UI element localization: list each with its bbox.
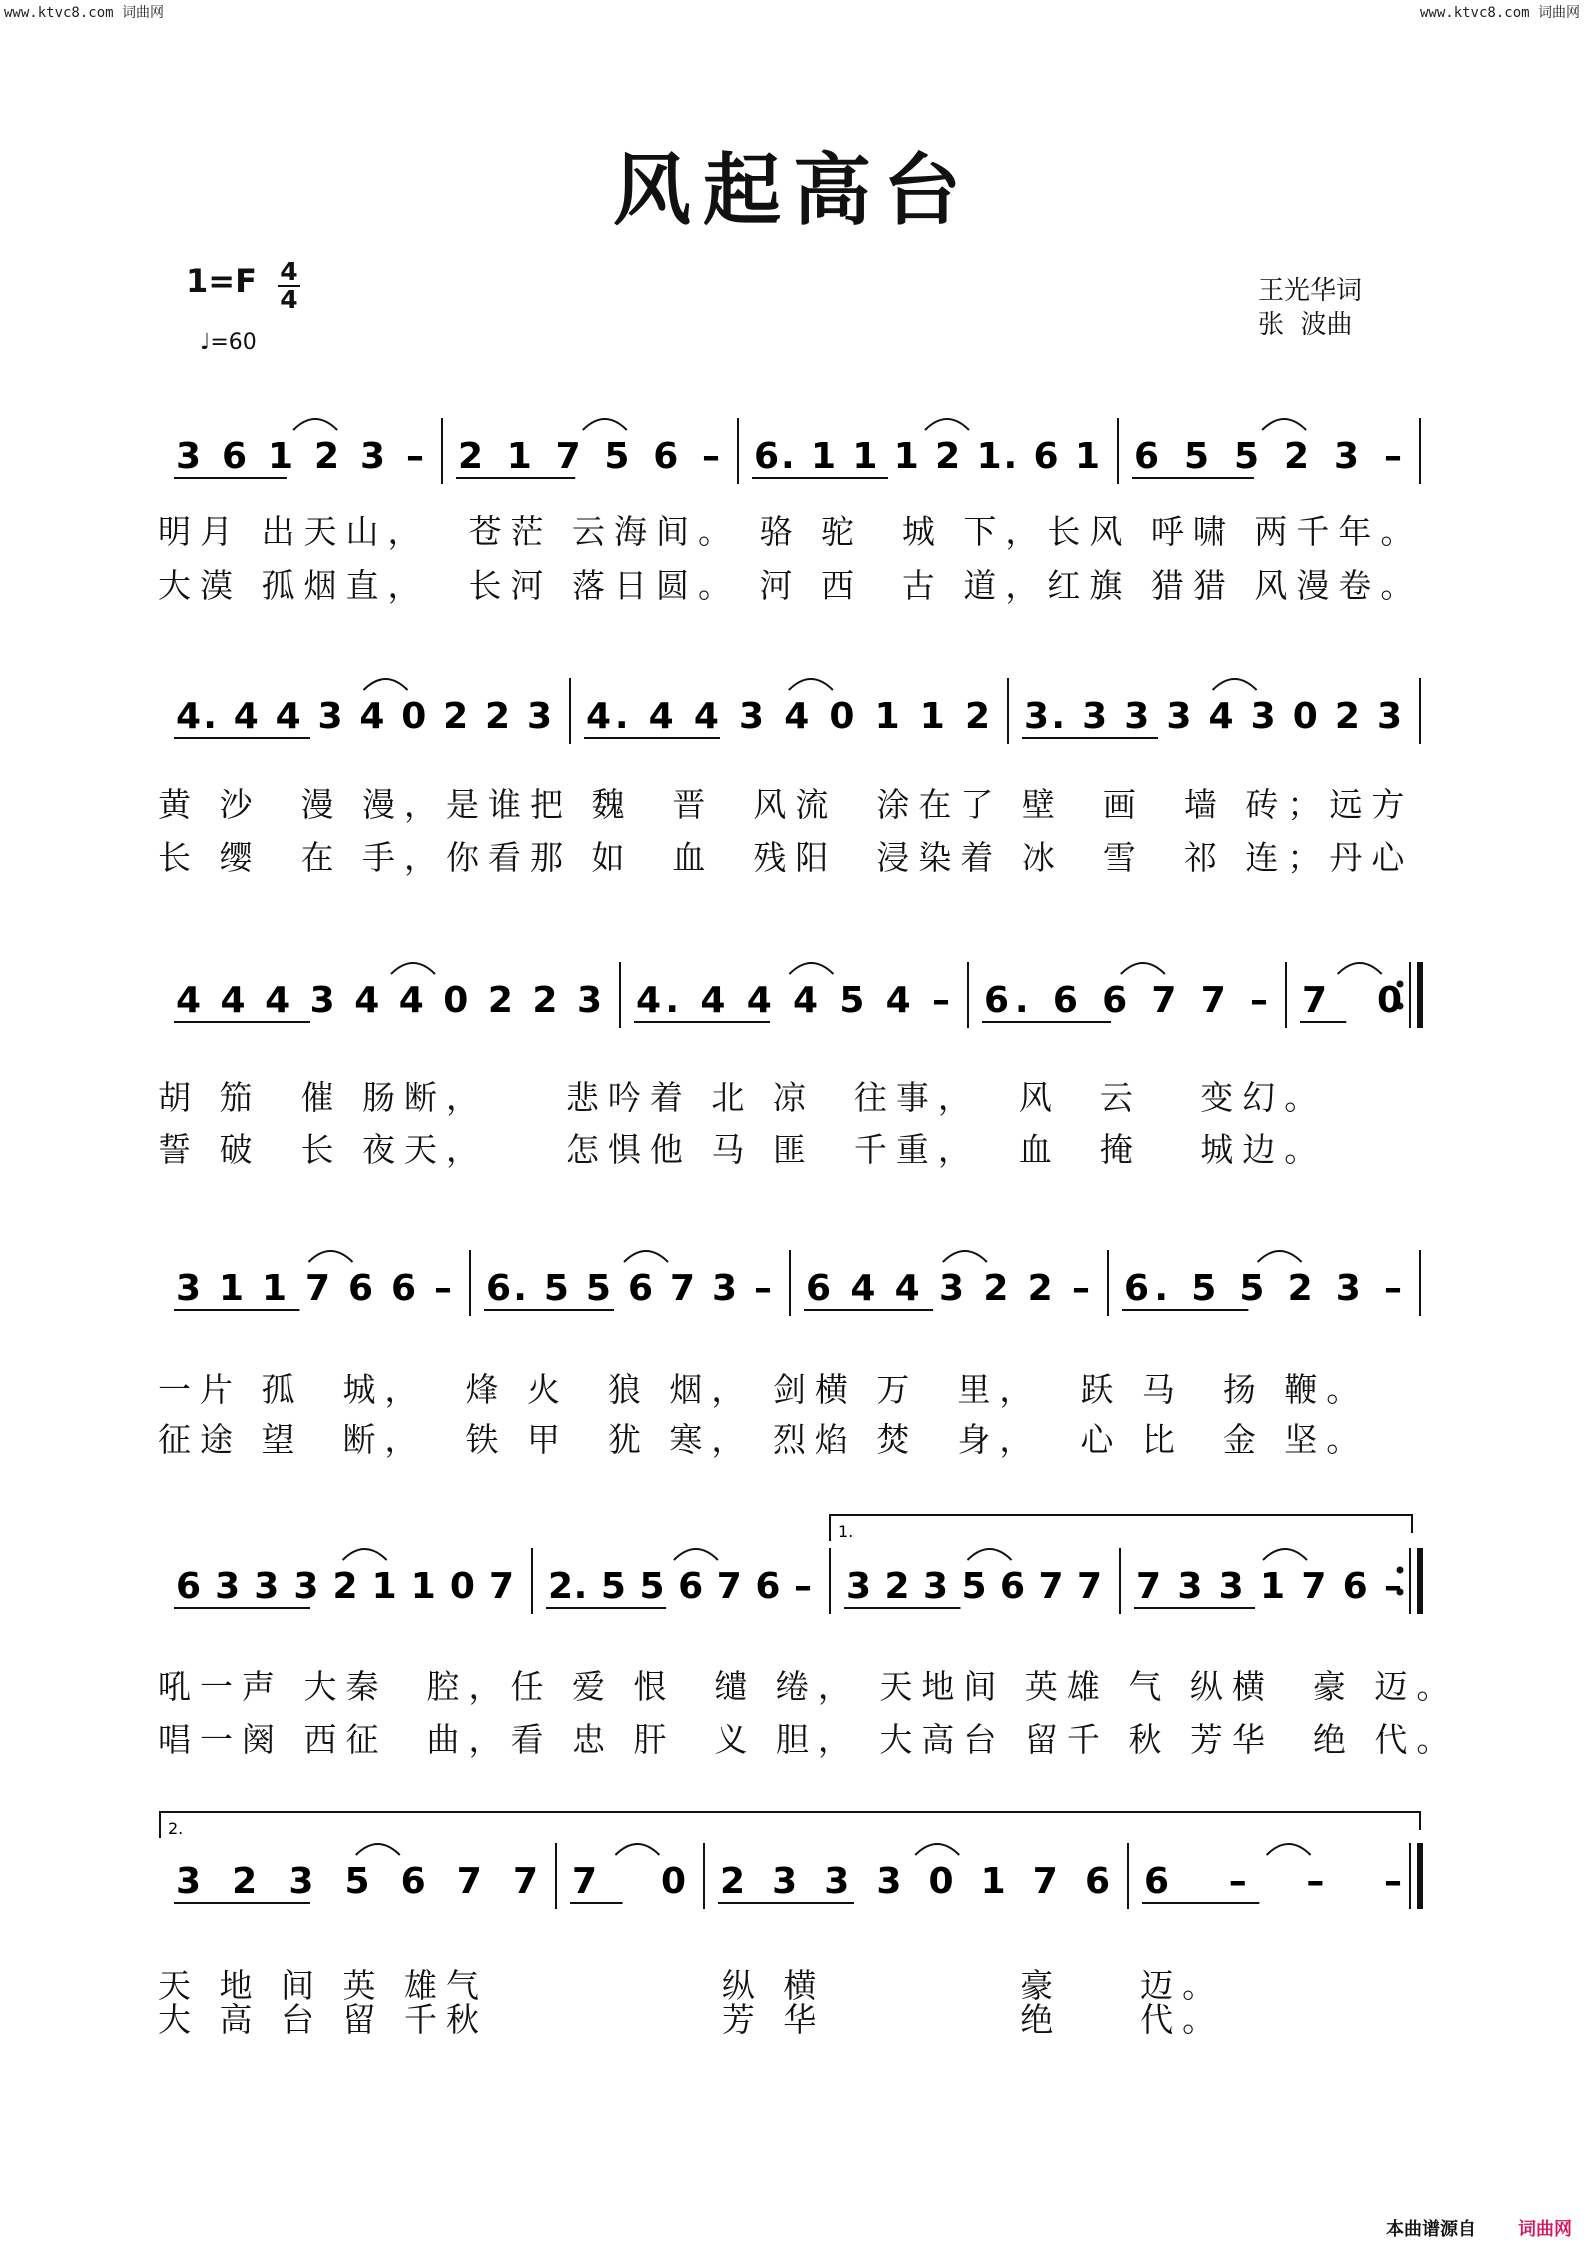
- lyric-line-5-1: 吼一声 大秦 腔，任 爱 恨 缱 绻， 天地间 英雄 气 纵横 豪 迈。: [158, 1667, 1459, 1706]
- volta-bracket: [160, 1812, 1420, 1838]
- lyric-line-2-2: 长 缨 在 手，你看那 如 血 残阳 浸染着 冰 雪 祁 连；丹心: [158, 838, 1414, 877]
- measure-notes: 7 0: [1302, 980, 1402, 1021]
- composer: 张 波曲: [1258, 310, 1353, 340]
- measure-notes: 6. 5 5 2 3 –: [1124, 1268, 1402, 1309]
- notation-system: [174, 962, 1420, 1028]
- measure-notes: 6. 5 5 6 7 3 –: [486, 1268, 772, 1309]
- slur: [1263, 1549, 1307, 1560]
- slur: [915, 1844, 959, 1855]
- slur: [789, 679, 833, 690]
- slur: [583, 419, 627, 430]
- slur: [674, 1549, 718, 1560]
- lyric-line-5-2: 唱一阕 西征 曲，看 忠 肝 义 胆， 大高台 留千 秋 芳华 绝 代。: [158, 1720, 1459, 1759]
- notation-system: [160, 1812, 1420, 1909]
- measure-notes: 3 1 1 7 6 6 –: [176, 1268, 452, 1309]
- measure-notes: 3 2 3 5 6 7 7: [176, 1861, 538, 1902]
- song-title: 风起高台: [612, 145, 973, 236]
- slur: [1213, 679, 1257, 690]
- footer-source: 本曲谱源自: [1386, 2219, 1476, 2240]
- slur: [391, 963, 435, 974]
- lyric-line-1-1: 明月 出天山， 苍茫 云海间。 骆 驼 城 下，长风 呼啸 两千年。: [158, 512, 1423, 551]
- slur: [1262, 419, 1306, 430]
- slur: [1121, 963, 1165, 974]
- measure-notes: 3 2 3 5 6 7 7: [846, 1566, 1102, 1607]
- lyric-line-2-1: 黄 沙 漫 漫，是谁把 魏 晋 风流 涂在了 壁 画 墙 砖；远方: [158, 785, 1414, 824]
- slur: [943, 1251, 987, 1262]
- measure-notes: 7 0: [572, 1861, 686, 1902]
- slur: [343, 1549, 387, 1560]
- slur: [789, 963, 833, 974]
- notation-system: [174, 1250, 1420, 1316]
- slur: [968, 1549, 1012, 1560]
- measure-notes: 2. 5 5 6 7 6 –: [548, 1566, 812, 1607]
- site-url-left: www.ktvc8.com 词曲网: [4, 5, 165, 21]
- slur: [309, 1251, 353, 1262]
- tempo-marking: ♩=60: [200, 330, 257, 355]
- measure-notes: 2 1 7 5 6 –: [458, 436, 720, 477]
- notation-system: [174, 418, 1420, 484]
- measure-notes: 4 4 4 3 4 4 0 2 2 3: [176, 980, 602, 1021]
- slur: [615, 1844, 659, 1855]
- key-signature: 1=F: [186, 262, 257, 300]
- lyric-line-6-2: 大 高 台 留 千秋 芳 华 绝 代。: [158, 2000, 1225, 2039]
- site-url-right: www.ktvc8.com 词曲网: [1419, 5, 1580, 21]
- lyric-line-3-1: 胡 笳 催 肠断， 悲吟着 北 凉 往事， 风 云 变幻。: [158, 1078, 1327, 1117]
- slur: [925, 419, 969, 430]
- slur: [356, 1844, 400, 1855]
- lyric-line-1-2: 大漠 孤烟直， 长河 落日圆。 河 西 古 道，红旗 猎猎 风漫卷。: [158, 566, 1423, 605]
- slur: [364, 679, 408, 690]
- measure-notes: 3 6 1 2 3 –: [176, 436, 424, 477]
- time-numerator: 4: [280, 257, 298, 286]
- volta-number: 2.: [168, 1819, 184, 1838]
- notation-system: [174, 1515, 1420, 1614]
- footer-logo: 词曲网: [1518, 2219, 1572, 2240]
- lyric-line-4-2: 征途 望 断， 铁 甲 犹 寒， 烈焰 焚 身， 心 比 金 坚。: [158, 1420, 1369, 1459]
- slur: [293, 419, 337, 430]
- measure-notes: 6 3 3 3 2 1 1 0 7: [176, 1566, 514, 1607]
- measure-notes: 4. 4 4 3 4 0 2 2 3: [176, 696, 552, 737]
- lyricist: 王光华词: [1258, 276, 1363, 306]
- lyric-line-6-1: 天 地 间 英 雄气 纵 横 豪 迈。: [158, 1966, 1225, 2005]
- measure-notes: 6 – – –: [1144, 1861, 1402, 1902]
- slur: [1338, 963, 1382, 974]
- lyric-line-4-1: 一片 孤 城， 烽 火 狼 烟， 剑横 万 里， 跃 马 扬 鞭。: [158, 1370, 1369, 1409]
- measure-notes: 6. 6 6 7 7 –: [984, 980, 1268, 1021]
- slur: [624, 1251, 668, 1262]
- measure-notes: 2 3 3 3 0 1 7 6: [720, 1861, 1110, 1902]
- time-denominator: 4: [280, 285, 298, 314]
- lyric-line-3-2: 誓 破 长 夜天， 怎惧他 马 匪 千重， 血 掩 城边。: [158, 1130, 1327, 1169]
- slur: [1258, 1251, 1302, 1262]
- measure-notes: 6 4 4 3 2 2 –: [806, 1268, 1090, 1309]
- volta-bracket: [830, 1515, 1412, 1541]
- measure-notes: 7 3 3 1 7 6 –: [1136, 1566, 1402, 1607]
- measure-notes: 6. 1 1 1 2 1. 6 1: [754, 436, 1100, 477]
- notation-system: [174, 678, 1420, 744]
- slur: [1267, 1844, 1311, 1855]
- measure-notes: 3. 3 3 3 4 3 0 2 3: [1024, 696, 1402, 737]
- volta-number: 1.: [838, 1522, 854, 1541]
- measure-notes: 6 5 5 2 3 –: [1134, 436, 1402, 477]
- measure-notes: 4. 4 4 4 5 4 –: [636, 980, 950, 1021]
- measure-notes: 4. 4 4 3 4 0 1 1 2: [586, 696, 990, 737]
